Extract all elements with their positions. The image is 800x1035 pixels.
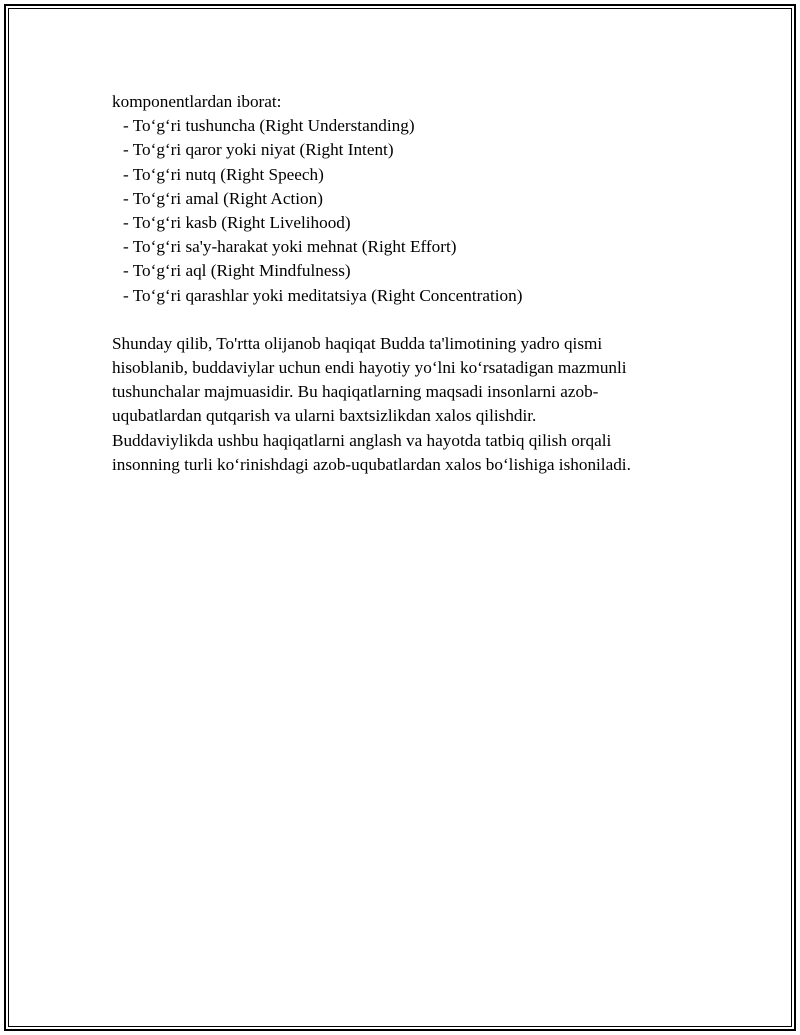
- paragraph-line: hisoblanib, buddaviylar uchun endi hayotiy yo‘lni ko‘rsatadigan mazmunli: [112, 358, 627, 378]
- list-item: - To‘g‘ri kasb (Right Livelihood): [123, 213, 351, 233]
- list-item: - To‘g‘ri tushuncha (Right Understanding): [123, 116, 415, 136]
- paragraph-line: insonning turli ko‘rinishdagi azob-uqubatlardan xalos bo‘lishiga ishoniladi.: [112, 454, 631, 474]
- list-item: - To‘g‘ri sa'y-harakat yoki mehnat (Right Effort): [123, 237, 457, 257]
- paragraph-line: Shunday qilib, To'rtta olijanob haqiqat Budda ta'limotining yadro qismi: [112, 333, 603, 353]
- components-list: [112, 114, 692, 308]
- list-item: - To‘g‘ri qaror yoki niyat (Right Intent): [123, 140, 394, 160]
- list-item: - To‘g‘ri qarashlar yoki meditatsiya (Right Concentration): [123, 285, 523, 305]
- paragraph-line: tushunchalar majmuasidir. Bu haqiqatlarning maqsadi insonlarni azob-: [112, 382, 599, 402]
- list-item: - To‘g‘ri nutq (Right Speech): [123, 164, 324, 184]
- paragraph-line: Buddaviylikda ushbu haqiqatlarni anglash va hayotda tatbiq qilish orqali: [112, 430, 612, 450]
- intro-line: komponentlardan iborat:: [112, 92, 282, 111]
- list-item: - To‘g‘ri amal (Right Action): [123, 188, 323, 208]
- conclusion-paragraph: [112, 332, 692, 477]
- list-item: - To‘g‘ri aql (Right Mindfulness): [123, 261, 351, 281]
- document-body: [112, 90, 692, 477]
- paragraph-line: uqubatlardan qutqarish va ularni baxtsizlikdan xalos qilishdir.: [112, 406, 537, 426]
